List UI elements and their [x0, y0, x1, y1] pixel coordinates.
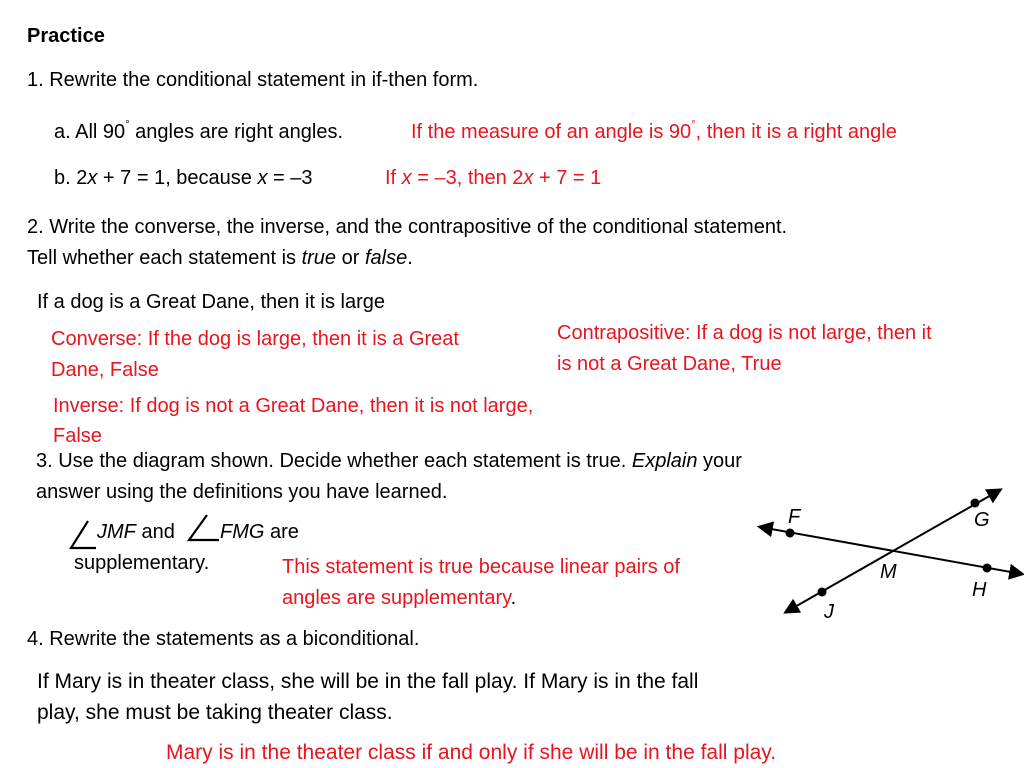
inverse-line2: False — [53, 425, 102, 447]
q4-statement-line1: If Mary is in theater class, she will be in the fall play. If Mary is in the fall — [37, 670, 699, 693]
q3-answer-line1: This statement is true because linear pairs of — [282, 556, 680, 578]
q2-statement: If a dog is a Great Dane, then it is large — [37, 291, 385, 313]
label-h: H — [972, 579, 987, 601]
q4-answer: Mary is in the theater class if and only if she will be in the fall play. — [166, 741, 777, 764]
q1b-answer: If x = –3, then 2x + 7 = 1 — [385, 167, 602, 189]
q3-prompt-line1: 3. Use the diagram shown. Decide whether each statement is true. Explain your — [36, 450, 742, 472]
q3-statement-line2: supplementary. — [74, 552, 210, 574]
intersecting-lines-diagram — [750, 478, 1024, 622]
point-g — [971, 499, 980, 508]
q3-prompt-line2: answer using the definitions you have learned. — [36, 481, 448, 503]
q1a-statement: a. All 90° angles are right angles. — [54, 119, 344, 143]
label-g: G — [974, 509, 990, 531]
converse-line1: Converse: If the dog is large, then it is a Great — [51, 328, 459, 350]
q1b-statement: b. 2x + 7 = 1, because x = –3 — [54, 167, 313, 189]
q2-prompt-line2: Tell whether each statement is true or false. — [27, 247, 413, 269]
point-f — [786, 529, 795, 538]
angle-symbol-icon — [185, 512, 221, 546]
q3-statement-fmg: FMG are — [220, 521, 299, 543]
angle-symbol-icon — [66, 518, 98, 552]
q3-statement-line1: JMF and — [97, 521, 175, 543]
q3-answer-line2: angles are supplementary. — [282, 587, 517, 609]
label-f: F — [788, 506, 801, 528]
converse-line2: Dane, False — [51, 359, 159, 381]
contrapositive-line2: is not a Great Dane, True — [557, 353, 782, 375]
label-m: M — [880, 561, 897, 583]
q4-statement-line2: play, she must be taking theater class. — [37, 701, 393, 724]
q4-prompt: 4. Rewrite the statements as a biconditional. — [27, 628, 420, 650]
contrapositive-line1: Contrapositive: If a dog is not large, then it — [557, 322, 932, 344]
label-j: J — [824, 601, 834, 622]
q1a-answer: If the measure of an angle is 90°, then it is a right angle — [411, 119, 897, 143]
practice-title: Practice — [27, 25, 105, 47]
point-h — [983, 564, 992, 573]
point-j — [818, 588, 827, 597]
q2-prompt-line1: 2. Write the converse, the inverse, and the contrapositive of the conditional statement. — [27, 216, 788, 238]
q1-prompt: 1. Rewrite the conditional statement in if-then form. — [27, 69, 479, 91]
inverse-line1: Inverse: If dog is not a Great Dane, then it is not large, — [53, 395, 534, 417]
